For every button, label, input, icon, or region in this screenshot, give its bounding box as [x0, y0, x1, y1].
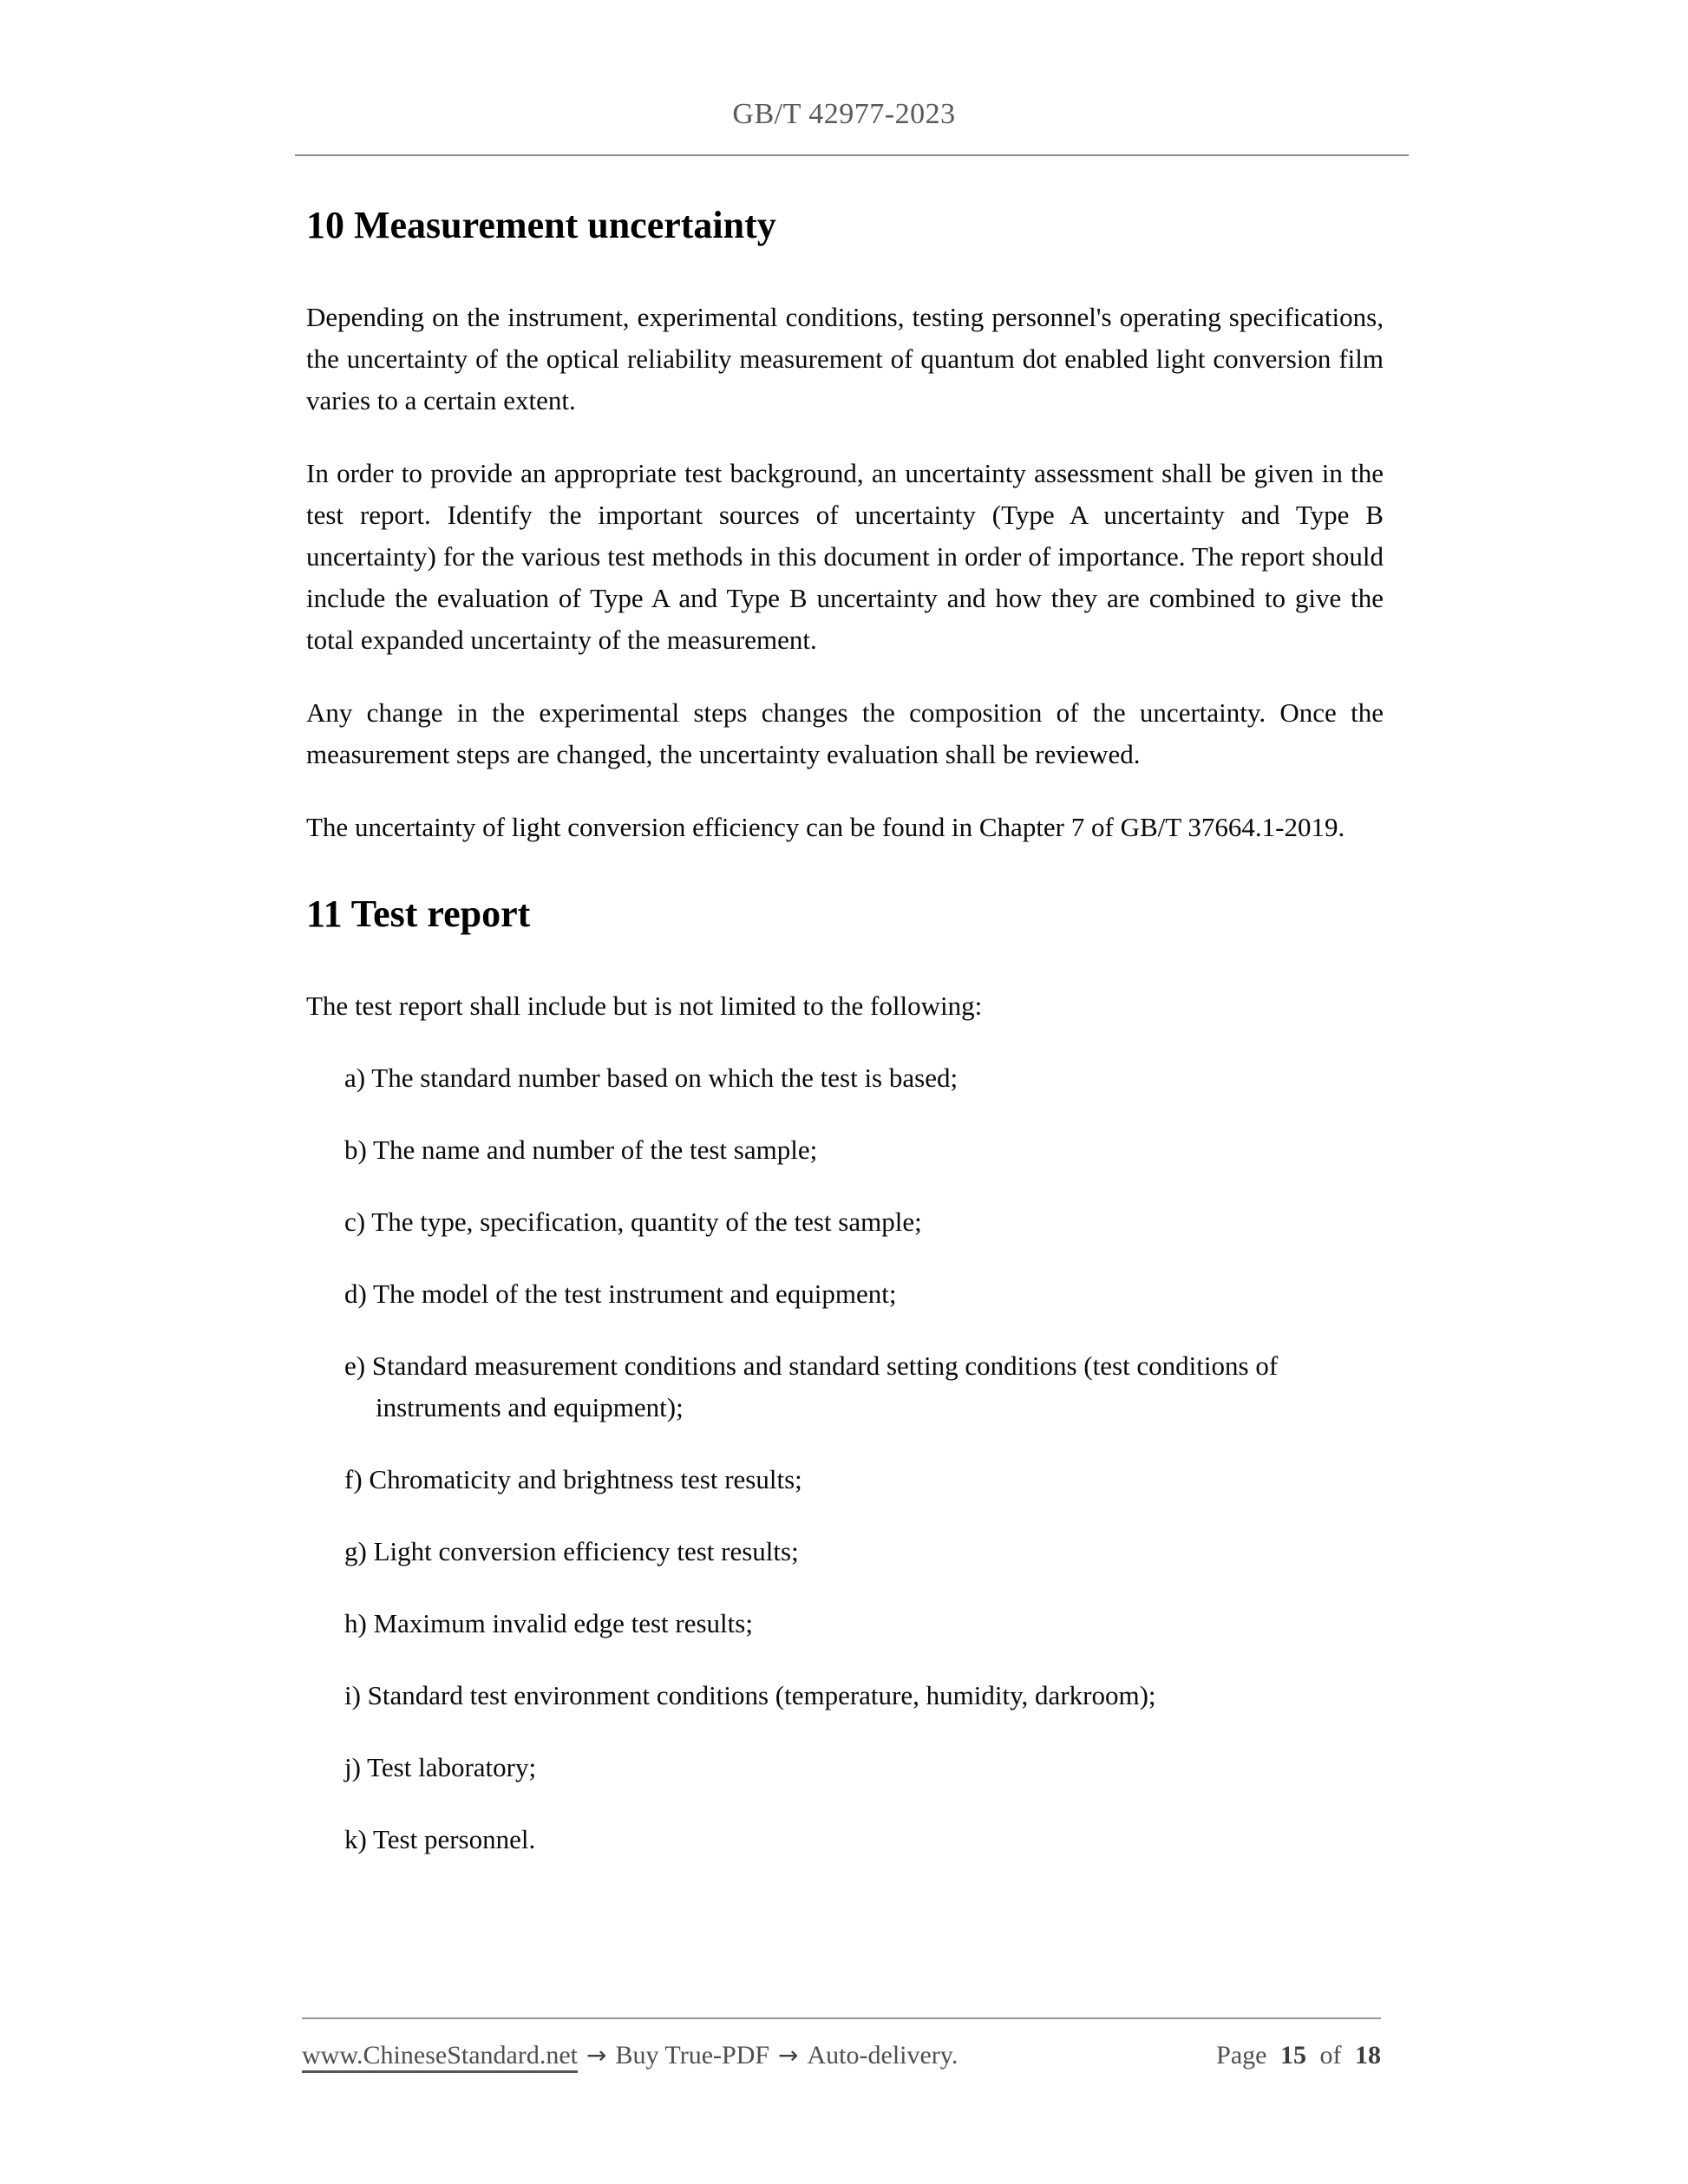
footer-delivery-label: Auto-delivery.	[807, 2041, 958, 2070]
list-item-c: c) The type, specification, quantity of the test sample;	[344, 1206, 922, 1237]
page-current: 15	[1280, 2041, 1306, 2070]
section-10-paragraph-4: The uncertainty of light conversion efficiency can be found in Chapter 7 of GB/T 37664.1-2019.	[306, 812, 1345, 842]
list-item-a: a) The standard number based on which the test is based;	[344, 1063, 958, 1093]
footer-left	[302, 2038, 958, 2073]
footer-buy-label: Buy True-PDF	[615, 2041, 770, 2070]
section-10-heading: 10 Measurement uncertainty	[306, 204, 776, 246]
page-footer	[302, 2017, 1381, 2073]
list-item-j: j) Test laboratory;	[344, 1752, 537, 1782]
of-label: of	[1319, 2041, 1342, 2070]
arrow-right-icon: →	[586, 2041, 607, 2070]
section-11-heading: 11 Test report	[306, 893, 531, 935]
arrow-right-icon: →	[778, 2041, 799, 2070]
footer-site-link[interactable]: www.ChineseStandard.net	[302, 2041, 578, 2073]
section-10-paragraph-2: In order to provide an appropriate test background, an uncertainty assessment shall be given in the test report. Identify the important sources of uncertainty (Type A uncertainty and Type B uncertainty) for the various test methods in this document in order of importance. The report should include the evaluation of Type A and Type B uncertainty and how they are combined to give the total expanded uncertainty of the measurement.	[306, 458, 1384, 655]
page-indicator	[1216, 2038, 1381, 2073]
section-10-paragraph-1: Depending on the instrument, experimental conditions, testing personnel's operating specifications, the uncertainty of the optical reliability measurement of quantum dot enabled light conversion film varies to a certain extent.	[306, 302, 1384, 415]
section-10-paragraph-3: Any change in the experimental steps changes the composition of the uncertainty. Once the measurement steps are changed, the uncertainty evaluation shall be reviewed.	[306, 697, 1384, 769]
list-item-i: i) Standard test environment conditions (temperature, humidity, darkroom);	[344, 1680, 1156, 1710]
list-item-h: h) Maximum invalid edge test results;	[344, 1608, 753, 1638]
header-divider	[295, 154, 1409, 156]
list-item-e: e) Standard measurement conditions and standard setting conditions (test conditions of instruments and equipment);	[344, 1350, 1279, 1422]
list-item-g: g) Light conversion efficiency test results;	[344, 1536, 799, 1566]
list-item-d: d) The model of the test instrument and equipment;	[344, 1278, 897, 1309]
page-total: 18	[1355, 2041, 1381, 2070]
list-item-k: k) Test personnel.	[344, 1824, 536, 1854]
page-label: Page	[1216, 2041, 1267, 2070]
section-11-intro: The test report shall include but is not limited to the following:	[306, 991, 983, 1021]
page-content	[0, 201, 1688, 1860]
page-header-standard-number: GB/T 42977-2023	[732, 98, 956, 130]
list-item-f: f) Chromaticity and brightness test results;	[344, 1464, 802, 1494]
list-item-b: b) The name and number of the test sample;	[344, 1135, 818, 1165]
